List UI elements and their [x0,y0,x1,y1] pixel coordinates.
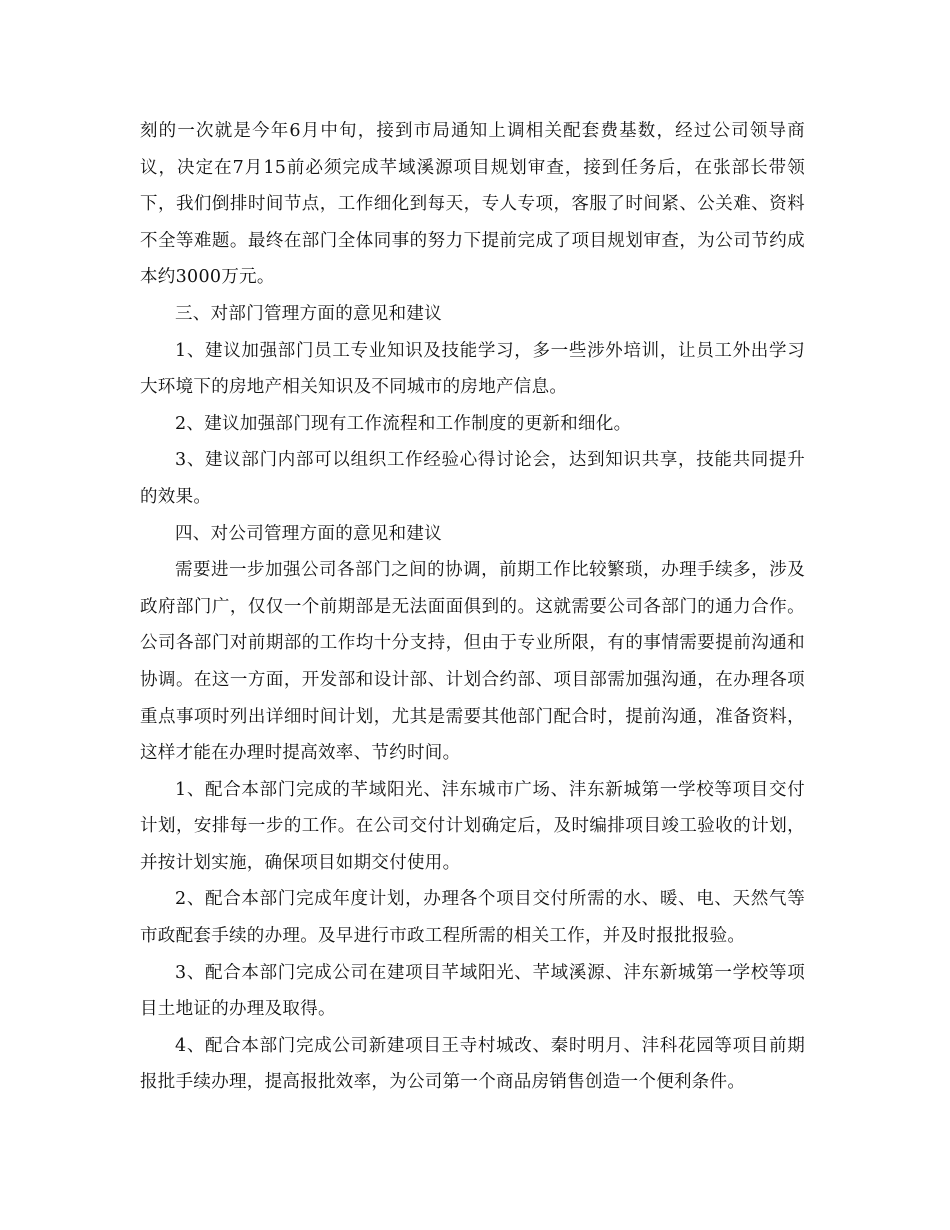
paragraph-suggestion-1: 1、建议加强部门员工专业知识及技能学习，多一些涉外培训，让员工外出学习大环境下的房地产相关知识及不同城市的房地产信息。 [140,340,805,398]
paragraph-coordination: 需要进一步加强公司各部门之间的协调，前期工作比较繁琐，办理手续多，涉及政府部门广，仅仅一个前期部是无法面面俱到的。这就需要公司各部门的通力合作。公司各部门对前期部的工作均十分支持，但由于专业所限，有的事情需要提前沟通和协调。在这一方面，开发部和设计部、计划合约部、项目部需加强沟通，在办理各项重点事项时列出详细时间计划，尤其是需要其他部门配合时，提前沟通，准备资料，这样才能在办理时提高效率、节约时间。 [140,560,805,764]
paragraph-continuation: 刻的一次就是今年6月中旬，接到市局通知上调相关配套费基数，经过公司领导商议，决定在7月15前必须完成芊域溪源项目规划审查，接到任务后，在张部长带领下，我们倒排时间节点，工作细化到每天，专人专项，客服了时间紧、公关难、资料不全等难题。最终在部门全体同事的努力下提前完成了项目规划审查，为公司节约成本约3000万元。 [140,121,805,288]
paragraph-item-4: 4、配合本部门完成公司新建项目王寺村城改、秦时明月、沣科花园等项目前期报批手续办理，提高报批效率，为公司第一个商品房销售创造一个便利条件。 [140,1035,805,1093]
paragraph-item-2: 2、配合本部门完成年度计划，办理各个项目交付所需的水、暖、电、天然气等市政配套手续的办理。及早进行市政工程所需的相关工作，并及时报批报验。 [140,889,805,947]
section-heading-department-suggestions: 三、对部门管理方面的意见和建议 [175,303,442,324]
paragraph-item-3: 3、配合本部门完成公司在建项目芊域阳光、芊域溪源、沣东新城第一学校等项目土地证的办理及取得。 [140,962,805,1020]
paragraph-item-1: 1、配合本部门完成的芊域阳光、沣东城市广场、沣东新城第一学校等项目交付计划，安排每一步的工作。在公司交付计划确定后，及时编排项目竣工验收的计划，并按计划实施，确保项目如期交付使用。 [140,779,805,873]
paragraph-suggestion-2: 2、建议加强部门现有工作流程和工作制度的更新和细化。 [175,413,632,434]
paragraph-suggestion-3: 3、建议部门内部可以组织工作经验心得讨论会，达到知识共享，技能共同提升的效果。 [140,450,805,507]
section-heading-company-suggestions: 四、对公司管理方面的意见和建议 [175,523,442,544]
document-body [140,113,805,1101]
